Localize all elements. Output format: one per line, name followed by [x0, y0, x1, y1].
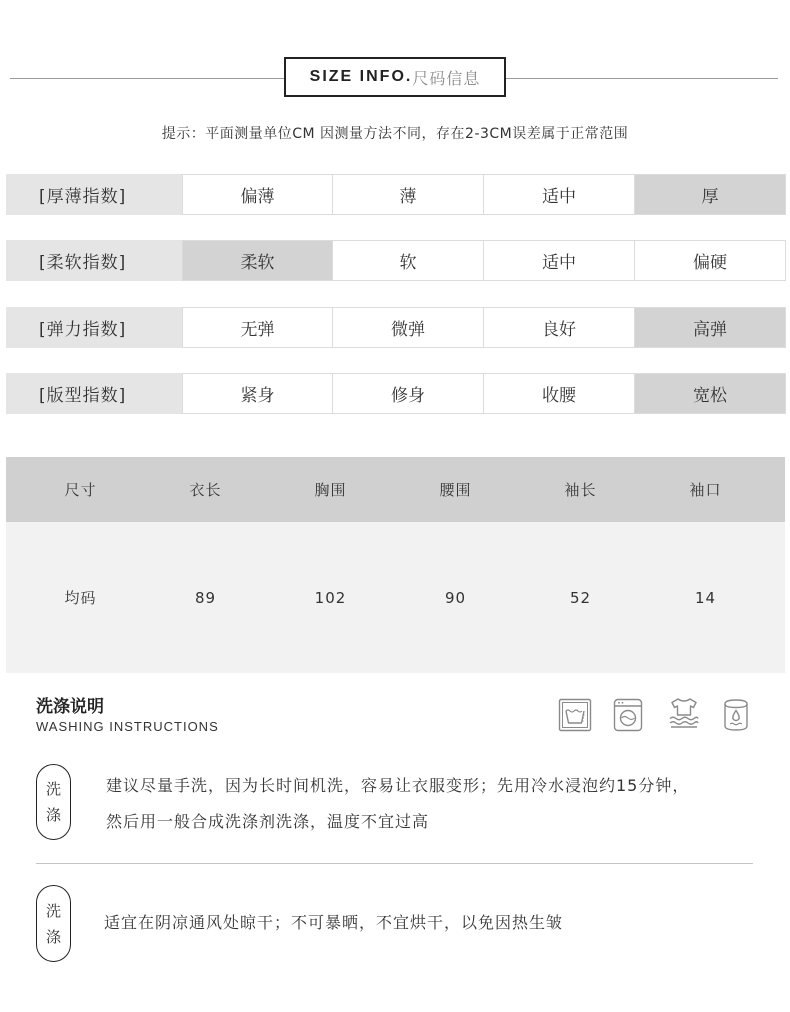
- size-table-header-cell: 尺寸: [64, 481, 97, 499]
- washing-title: 洗涤说明: [36, 697, 104, 717]
- size-table-header: [6, 457, 785, 522]
- fit-option: 修身: [333, 373, 484, 414]
- size-table-cell: 52: [569, 588, 592, 607]
- size-table-cell: 14: [694, 588, 717, 607]
- softness-index-row: [6, 240, 786, 281]
- size-info-title-box: [284, 57, 506, 97]
- care-badge-char: 洗: [45, 780, 61, 798]
- care-badge: [36, 764, 71, 840]
- care-badge-char: 涤: [45, 806, 61, 824]
- size-table-header-cell: 衣长: [189, 481, 222, 499]
- hand-wash-shirt-icon: [667, 696, 701, 732]
- care-text-line: 适宜在阴凉通风处晾干；不可暴晒，不宜烘干，以免因热生皱: [104, 913, 564, 932]
- wash-basin-icon: [558, 698, 592, 732]
- care-badge-char: 涤: [45, 927, 61, 946]
- softness-option: 偏硬: [635, 240, 786, 281]
- elasticity-option: 高弹: [635, 307, 786, 348]
- elasticity-option: 良好: [484, 307, 635, 348]
- elasticity-option: 微弹: [333, 307, 484, 348]
- size-table-cell: 102: [314, 588, 347, 607]
- fit-option: 紧身: [182, 373, 333, 414]
- size-table-cell: 89: [194, 588, 217, 607]
- washing-machine-icon: [613, 698, 643, 732]
- size-table-row: [6, 522, 785, 673]
- softness-option: 软: [333, 240, 484, 281]
- softness-option: 适中: [484, 240, 635, 281]
- fit-index-label: [版型指数]: [6, 373, 182, 414]
- size-table-header-cell: 胸围: [314, 481, 347, 499]
- care-badge-char: 洗: [45, 901, 61, 920]
- thickness-option: 偏薄: [182, 174, 333, 215]
- elasticity-index-row: [6, 307, 786, 348]
- water-drop-can-icon: [722, 698, 750, 732]
- washing-subtitle: WASHING INSTRUCTIONS: [36, 719, 219, 734]
- size-table-cell: 90: [444, 588, 467, 607]
- fit-option: 收腰: [484, 373, 635, 414]
- size-table-header-cell: 袖长: [564, 481, 597, 499]
- elasticity-index-label: [弹力指数]: [6, 307, 182, 348]
- fit-index-row: [6, 373, 786, 414]
- thickness-option: 厚: [635, 174, 786, 215]
- care-divider: [36, 863, 753, 864]
- care-text-line: 建议尽量手洗，因为长时间机洗，容易让衣服变形；先用冷水浸泡约15分钟，: [106, 776, 690, 795]
- softness-index-label: [柔软指数]: [6, 240, 182, 281]
- elasticity-option: 无弹: [182, 307, 333, 348]
- care-text-line: 然后用一般合成洗涤剂洗涤，温度不宜过高: [106, 812, 430, 831]
- thickness-index-row: [6, 174, 786, 215]
- softness-option: 柔软: [182, 240, 333, 281]
- measurement-tip: 提示：平面测量单位CM 因测量方法不同，存在2-3CM误差属于正常范围: [161, 126, 629, 142]
- thickness-index-label: [厚薄指数]: [6, 174, 182, 215]
- size-table-header-cell: 腰围: [439, 481, 472, 499]
- size-info-title-en: SIZE INFO.: [309, 68, 413, 85]
- size-info-title-cn: 尺码信息: [412, 68, 481, 88]
- size-table-cell: 均码: [64, 589, 97, 607]
- thickness-option: 薄: [333, 174, 484, 215]
- size-table-header-cell: 袖口: [689, 481, 722, 499]
- care-badge: [36, 885, 71, 962]
- fit-option: 宽松: [635, 373, 786, 414]
- thickness-option: 适中: [484, 174, 635, 215]
